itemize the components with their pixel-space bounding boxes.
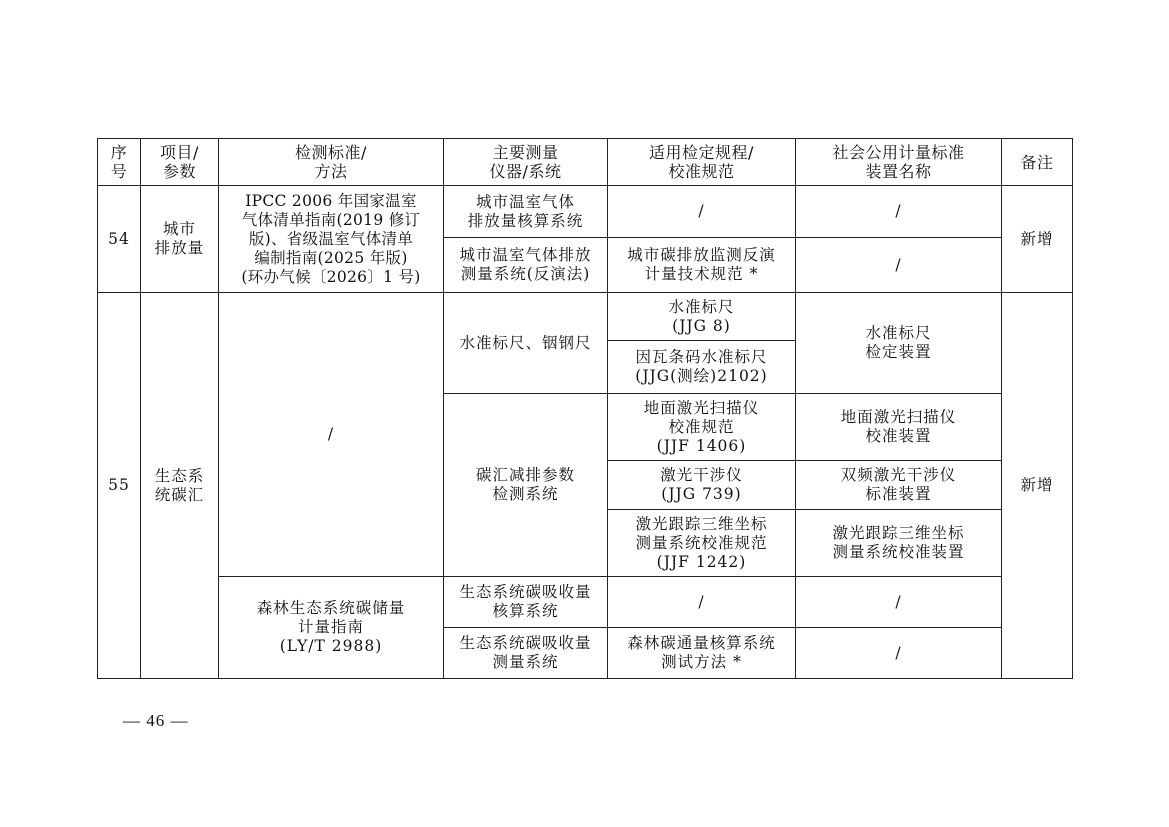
row55-seq: 55	[98, 293, 141, 679]
row54-instrument-2: 城市温室气体排放 测量系统(反演法)	[444, 238, 608, 293]
row55-procedure-2a: 地面激光扫描仪 校准规范 (JJF 1406)	[608, 394, 796, 461]
row54-device-1: /	[796, 186, 1002, 238]
row55-procedure-3: /	[608, 577, 796, 628]
header-standard: 检测标准/ 方法	[219, 139, 444, 186]
row55-procedure-2c: 激光跟踪三维坐标 测量系统校准规范 (JJF 1242)	[608, 510, 796, 577]
row55-standard-2: 森林生态系统碳储量 计量指南 (LY/T 2988)	[219, 577, 444, 679]
row54-procedure-1: /	[608, 186, 796, 238]
row55-instrument-2: 碳汇减排参数 检测系统	[444, 394, 608, 577]
row55-instrument-1: 水准标尺、铟钢尺	[444, 293, 608, 394]
row55-procedure-4: 森林碳通量核算系统 测试方法 *	[608, 628, 796, 679]
row55-device-4: /	[796, 628, 1002, 679]
row55-device-2b: 双频激光干涉仪 标准装置	[796, 461, 1002, 510]
table-row-55a	[98, 293, 1073, 341]
row54-instrument-1: 城市温室气体 排放量核算系统	[444, 186, 608, 238]
header-remark: 备注	[1002, 139, 1073, 186]
header-instrument: 主要测量 仪器/系统	[444, 139, 608, 186]
row55-instrument-4: 生态系统碳吸收量 测量系统	[444, 628, 608, 679]
row54-remark: 新增	[1002, 186, 1073, 293]
row54-procedure-2: 城市碳排放监测反演 计量技术规范 *	[608, 238, 796, 293]
row55-remark: 新增	[1002, 293, 1073, 679]
row55-device-2c: 激光跟踪三维坐标 测量系统校准装置	[796, 510, 1002, 577]
row54-seq: 54	[98, 186, 141, 293]
row55-item: 生态系 统碳汇	[141, 293, 219, 679]
row55-procedure-1b: 因瓦条码水准标尺 (JJG(测绘)2102)	[608, 341, 796, 394]
table-row-55f	[98, 577, 1073, 628]
standards-table	[97, 138, 1073, 679]
row55-device-1: 水准标尺 检定装置	[796, 293, 1002, 394]
row55-standard-1: /	[219, 293, 444, 577]
table-row-54a	[98, 186, 1073, 238]
header-seq: 序 号	[98, 139, 141, 186]
row54-standard: IPCC 2006 年国家温室 气体清单指南(2019 修订 版)、省级温室气体清单 编制指南(2025 年版) (环办气候〔2026〕1 号)	[219, 186, 444, 293]
header-item: 项目/ 参数	[141, 139, 219, 186]
page-number: — 46 —	[123, 711, 189, 730]
header-procedure: 适用检定规程/ 校准规范	[608, 139, 796, 186]
row55-procedure-1a: 水准标尺 (JJG 8)	[608, 293, 796, 341]
row55-procedure-2b: 激光干涉仪 (JJG 739)	[608, 461, 796, 510]
row54-item: 城市 排放量	[141, 186, 219, 293]
header-device: 社会公用计量标准 装置名称	[796, 139, 1002, 186]
row55-instrument-3: 生态系统碳吸收量 核算系统	[444, 577, 608, 628]
row54-device-2: /	[796, 238, 1002, 293]
row55-device-3: /	[796, 577, 1002, 628]
row55-device-2a: 地面激光扫描仪 校准装置	[796, 394, 1002, 461]
table-header-row	[98, 139, 1073, 186]
